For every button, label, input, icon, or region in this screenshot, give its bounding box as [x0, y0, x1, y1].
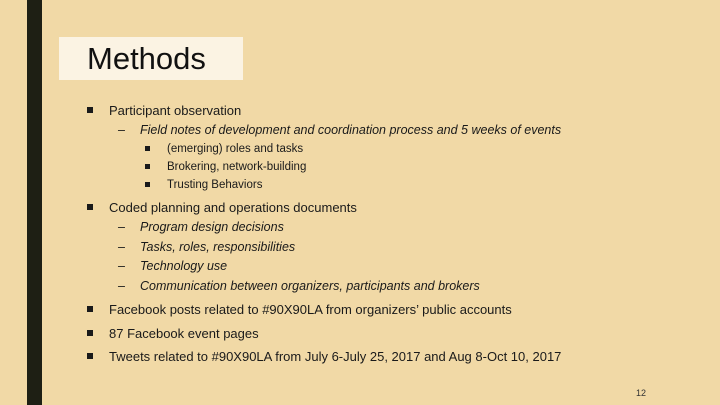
bullet-text: 87 Facebook event pages — [109, 325, 259, 341]
square-bullet-icon — [87, 353, 93, 359]
bullet-text: Brokering, network-building — [167, 160, 307, 173]
dash-bullet-icon: – — [118, 123, 125, 137]
bullet-text: Communication between organizers, participants and brokers — [140, 279, 480, 293]
bullet-text: (emerging) roles and tasks — [167, 142, 304, 155]
list-item — [0, 301, 512, 317]
bullet-text: Coded planning and operations documents — [109, 199, 357, 215]
bullet-text: Facebook posts related to #90X90LA from organizers’ public accounts — [109, 301, 512, 317]
bullet-text: Tweets related to #90X90LA from July 6-July 25, 2017 and Aug 8-Oct 10, 2017 — [109, 348, 562, 364]
list-item — [0, 199, 357, 215]
bullet-text: Technology use — [140, 259, 228, 273]
bullet-text: Program design decisions — [140, 220, 284, 234]
list-item — [0, 278, 480, 294]
list-item — [0, 239, 295, 255]
square-bullet-icon — [87, 107, 93, 113]
list-item — [0, 159, 306, 174]
page-number: 12 — [636, 388, 647, 398]
dash-bullet-icon: – — [118, 279, 125, 293]
list-item — [0, 348, 561, 364]
list-item — [0, 258, 227, 274]
square-bullet-icon — [87, 330, 93, 336]
slide-title: Methods — [87, 41, 206, 76]
list-item — [0, 219, 284, 235]
list-item — [0, 102, 241, 118]
bullet-text: Participant observation — [109, 102, 242, 118]
square-bullet-icon — [87, 306, 93, 312]
bullet-text: Trusting Behaviors — [167, 178, 263, 191]
dash-bullet-icon: – — [118, 240, 125, 254]
dash-bullet-icon: – — [118, 259, 125, 273]
list-item — [0, 141, 303, 156]
square-bullet-icon — [145, 182, 150, 187]
dash-bullet-icon: – — [118, 220, 125, 234]
square-bullet-icon — [145, 164, 150, 169]
bullet-text: Field notes of development and coordination process and 5 weeks of events — [140, 123, 562, 137]
bullet-text: Tasks, roles, responsibilities — [140, 240, 296, 254]
list-item — [0, 122, 561, 138]
square-bullet-icon — [145, 146, 150, 151]
square-bullet-icon — [87, 204, 93, 210]
list-item — [0, 325, 259, 341]
list-item — [0, 177, 262, 192]
